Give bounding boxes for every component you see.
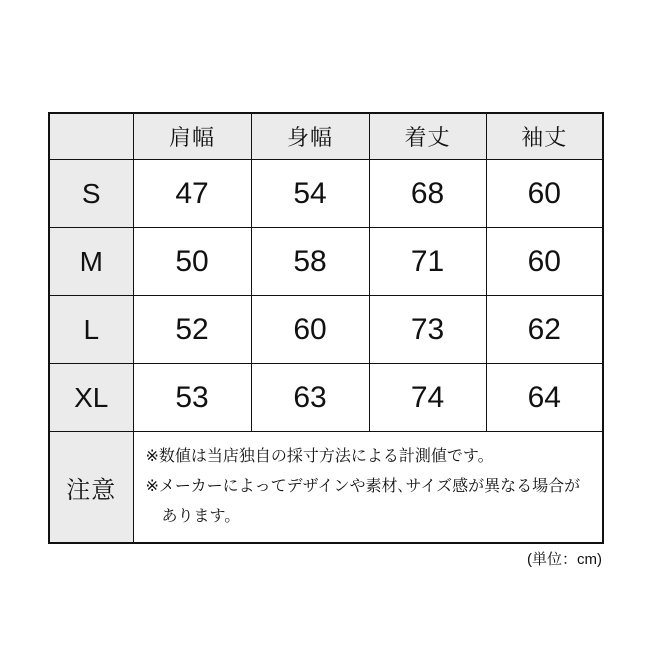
corner-cell [49, 113, 133, 160]
column-header-body-width: 身幅 [251, 113, 369, 160]
size-label: XL [49, 364, 133, 432]
table-row-size-l [49, 296, 603, 364]
value-cell: 60 [251, 296, 369, 364]
column-header-length: 着丈 [369, 113, 486, 160]
value-cell: 47 [133, 160, 251, 228]
value-cell: 60 [486, 160, 603, 228]
value-cell: 64 [486, 364, 603, 432]
column-header-sleeve-length: 袖丈 [486, 113, 603, 160]
value-cell: 73 [369, 296, 486, 364]
size-spec-table [48, 112, 604, 544]
note-line-2: ※メーカーによってデザインや素材､サイズ感が異なる場合が [145, 478, 581, 495]
value-cell: 54 [251, 160, 369, 228]
note-line-3: あります。 [145, 508, 241, 525]
value-cell: 68 [369, 160, 486, 228]
note-label: 注意 [49, 432, 133, 544]
unit-note: (単位：cm) [527, 551, 602, 568]
value-cell: 62 [486, 296, 603, 364]
size-label: L [49, 296, 133, 364]
value-cell: 63 [251, 364, 369, 432]
table-row-size-s [49, 160, 603, 228]
note-text-cell [133, 432, 603, 544]
size-label: M [49, 228, 133, 296]
table-row-size-xl [49, 364, 603, 432]
value-cell: 53 [133, 364, 251, 432]
value-cell: 71 [369, 228, 486, 296]
table-header-row [49, 113, 603, 160]
value-cell: 52 [133, 296, 251, 364]
note-line-1: ※数値は当店独自の採寸方法による計測値です。 [145, 448, 494, 465]
value-cell: 58 [251, 228, 369, 296]
value-cell: 50 [133, 228, 251, 296]
table-row-size-m [49, 228, 603, 296]
value-cell: 74 [369, 364, 486, 432]
column-header-shoulder-width: 肩幅 [133, 113, 251, 160]
table-row-notes [49, 432, 603, 544]
size-label: S [49, 160, 133, 228]
value-cell: 60 [486, 228, 603, 296]
